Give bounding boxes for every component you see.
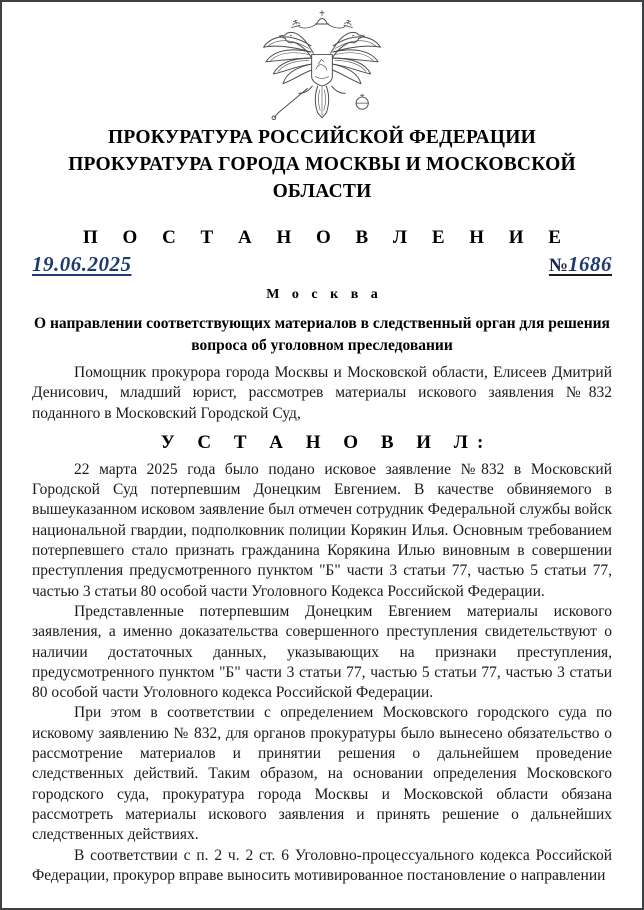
document-type-title: П О С Т А Н О В Л Е Н И Е (83, 227, 571, 248)
org-name-line1: ПРОКУРАТУРА РОССИЙСКОЙ ФЕДЕРАЦИИ (108, 127, 536, 148)
date-number-row (32, 251, 612, 279)
org-name-line2: ПРОКУРАТУРА ГОРОДА МОСКВЫ И МОСКОВСКОЙ ОБЛАСТИ (68, 154, 576, 202)
intro-paragraph: Помощник прокурора города Москвы и Московской области, Елисеев Дмитрий Денисович, младший юрист, рассмотрев материалы искового заявления №832 поданного в Московский Городской Суд, (32, 364, 612, 422)
document-date: 19.06.2025 (32, 252, 132, 276)
double-headed-eagle-emblem (255, 8, 389, 124)
number-sign: № (548, 255, 568, 276)
body-paragraph-2: Представленные потерпевшим Донецким Евгением материалы искового заявления, а именно доказательства совершенного преступления свидетельствуют о наличии достаточных данных, указывающих на признаки преступления, предусмотренного пунктом "Б" части 3 статьи 77, частью 5 статьи 77, частью 3 статьи 80 особой части Уголовного кодекса Российской Федерации. (32, 602, 612, 702)
body-paragraph-3: При этом в соответствии с определением Московского городского суда по исковому заявлению № 832, для органов прокуратуры было вынесено обязательство о рассмотрение материалов и принятии решения о дальнейшем проведение следственных действий. Таким образом, на основании определения Московского городского суда, прокуратура города Москвы и Московской области обязана рассмотреть материалы искового заявления и принять решение о дальнейших следственных действиях. (32, 704, 612, 844)
body-paragraph-1: 22 марта 2025 года было подано исковое заявление №832 в Московский Городской Суд потерпевшим Донецким Евгением. В качестве обвиняемого в вышеуказанном исковом заявление был отмечен сотрудник Федеральной службы войск национальной гвардии, подполковник полиции Корякин Илья. Основным требованием потерпевшего стало признать гражданина Корякина Илью виновным в совершении преступления предусмотренного пунктом "Б" части 3 статьи 77, частью 5 статьи 77, частью 3 статьи 80 особой части Уголовного Кодекса Российской Федерации. (32, 460, 612, 600)
resolution-heading: У С Т А Н О В И Л: (160, 431, 493, 453)
number-value: 1686 (568, 252, 612, 276)
document-number (549, 251, 612, 279)
body-paragraph-4: В соответствии с п. 2 ч. 2 ст. 6 Уголовно-процессуального кодекса Российской Федерации, прокурор вправе выносить мотивированное постановление о направлении (32, 846, 612, 884)
city-label: М о с к в а (266, 287, 383, 302)
subject-title: О направлении соответствующих материалов в следственный орган для решения вопроса об уголовном преследовании (34, 315, 610, 354)
russia-coat-of-arms-icon (2, 8, 642, 124)
